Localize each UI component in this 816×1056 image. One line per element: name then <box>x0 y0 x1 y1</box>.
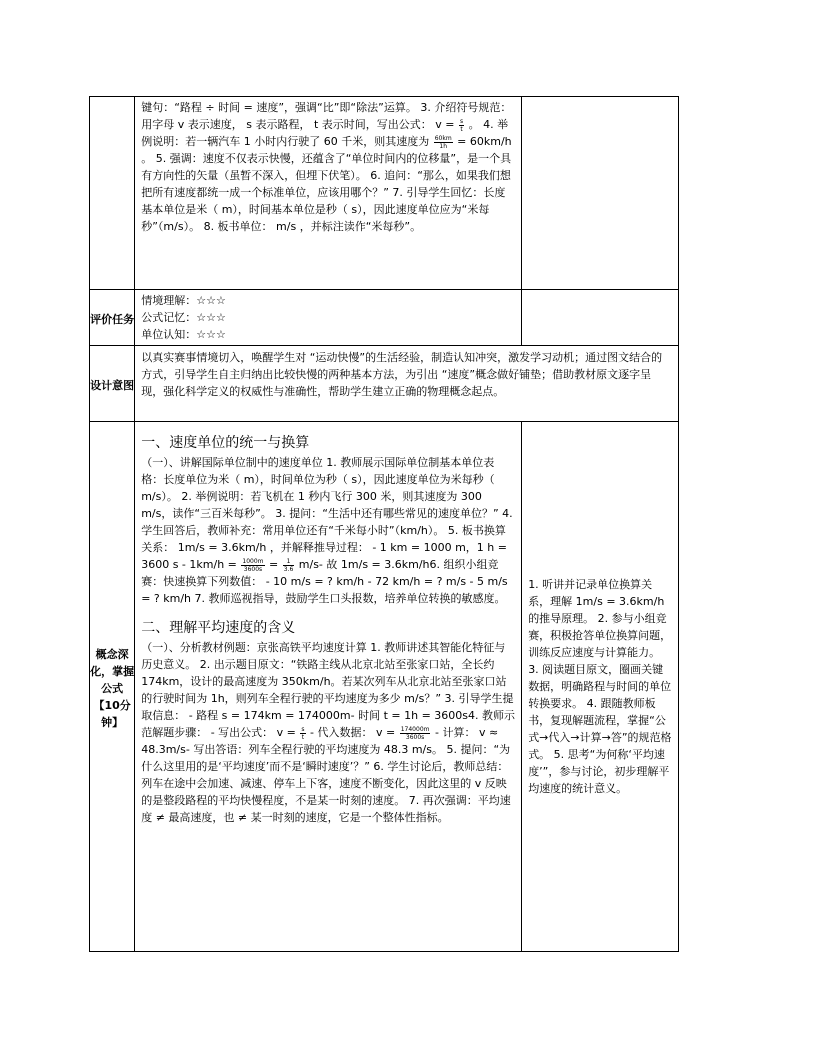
units-paragraph <box>141 454 515 607</box>
fraction-1-over-3-6 <box>283 558 295 573</box>
table-row <box>90 346 679 422</box>
intro-text-1: 键句：“路程 ÷ 时间 = 速度”，强调“比”即“除法”运算。 3. 介绍符号规范：用字母 v 表示速度， s 表示路程， t 表示时间，写出公式： v = <box>141 101 512 131</box>
fraction-denominator: 3.6 <box>283 565 294 573</box>
average-text-1: （一）、分析教材例题：京张高铁平均速度计算 1. 教师讲述其智能化特征与历史意义。 2. 出示题目原文：“铁路主线从北京北站至张家口站，全长约 174km，设计的最高速度为 350km/h。若某次列车从北京北站至张家口站的行驶时间为 1h，则列车全程行驶的平均速度为多少 m/s？” 3. 引导学生提取信息： - 路程 s = 174km = 174000m- 时间 t = 1h = 3600s4. 教师示范解题步骤： - 写出公式： v = <box>141 641 515 739</box>
design-intent-text: 以真实赛事情境切入，唤醒学生对 “运动快慢”的生活经验，制造认知冲突，激发学习动机；通过图文结合的方式，引导学生自主归纳出比较快慢的两种基本方法，为引出 “速度”概念做好铺垫；借助教材原文逐字呈现，强化科学定义的权威性与准确性，帮助学生建立正确的物理概念起点。 <box>135 346 679 422</box>
label-cell-empty <box>90 97 135 290</box>
intro-text-2: 。 4. 举例说明：若一辆汽车 1 小时内行驶了 60 千米，则其速度为 <box>141 118 509 148</box>
fraction-s-over-t <box>300 726 305 741</box>
section-heading-units: 一、速度单位的统一与换算 <box>141 435 310 451</box>
lesson-plan-table <box>89 96 679 952</box>
evaluation-content-cell <box>135 290 522 346</box>
units-text-1: （一）、讲解国际单位制中的速度单位 1. 教师展示国际单位制基本单位表格：长度单位为米（ m），时间单位为秒（ s），因此速度单位为米每秒（ m/s）。 2. 举例说明：若飞机在 1 秒内飞行 300 米，则其速度为 300 m/s，读作“三百米每秒”。 3. 提问：“生活中还有哪些常见的速度单位？” 4. 学生回答后，教师补充：常用单位还有“千米每小时”（km/h）。 5. 板书换算关系： 1m/s = 3.6km/h ，并解释推导过程： - 1 km = 1000 m，1 h = 3600 s - 1km/h = <box>141 456 513 571</box>
fraction-1000m-over-3600s <box>241 558 264 573</box>
fraction-s-over-t <box>459 118 464 133</box>
fraction-numerator: s <box>301 725 305 733</box>
table-row <box>90 422 679 952</box>
average-speed-paragraph <box>141 639 515 826</box>
design-intent-label: 设计意图 <box>90 346 135 422</box>
deepen-label: 概念深化，掌握公式【10分钟】 <box>90 422 135 952</box>
units-text-2: = <box>269 558 279 571</box>
evaluation-label: 评价任务 <box>90 290 135 346</box>
average-text-2: - 代入数据： v = <box>310 726 396 739</box>
fraction-denominator: t <box>301 733 305 741</box>
table-row <box>90 97 679 290</box>
student-activity-cell-empty <box>522 97 679 290</box>
fraction-174000m-over-3600s <box>400 726 431 741</box>
evaluation-right-cell-empty <box>522 290 679 346</box>
fraction-denominator: 1h <box>439 142 447 150</box>
evaluation-item: 公式记忆：☆☆☆ <box>141 311 226 324</box>
fraction-denominator: 3600s <box>405 733 425 741</box>
fraction-denominator: 3600s <box>243 565 263 573</box>
evaluation-item: 情境理解：☆☆☆ <box>141 294 226 307</box>
fraction-denominator: t <box>460 125 463 133</box>
student-activity-text: 1. 听讲并记录单位换算关系，理解 1m/s = 3.6km/h 的推导原理。 2. 参与小组竞赛，积极抢答单位换算问题，训练反应速度与计算能力。 3. 阅读题目原文，圈画关键数据，明确路程与时间的单位转换要求。 4. 跟随教师板书，复现解题流程，掌握“公式→代入→计算→答”的规范格式。 5. 思考“为何称‘平均速度’”，参与讨论，初步理解平均速度的统计意义。 <box>522 422 679 952</box>
intro-text-3: = 60km/h 。 5. 强调：速度不仅表示快慢，还蕴含了“单位时间内的位移量”，是一个具有方向性的矢量（虽暂不深入，但埋下伏笔）。 6. 追问：“那么，如果我们想把所有速度都统一成一个标准单位，应该用哪个？” 7. 引导学生回忆：长度基本单位是米（ m），时间基本单位是秒（ s），因此速度单位应为“米每秒”（m/s）。 8. 板书单位： m/s ，并标注读作“米每秒”。 <box>141 135 512 233</box>
fraction-60km-over-1h <box>434 135 453 150</box>
fraction-numerator: 60km <box>434 134 452 142</box>
average-text-3: - 计算： v ≈ 48.3m/s- 写出答语：列车全程行驶的平均速度为 48.3 m/s。 5. 提问：“为什么这里用的是‘平均速度’而不是‘瞬时速度’？” 6. 学生讨论后，教师总结：列车在途中会加速、减速、停车上下客，速度不断变化，因此这里的 v 反映的是整段路程的平均快慢程度，不是某一时刻的速度。 7. 再次强调：平均速度 ≠ 最高速度，也 ≠ 某一时刻的速度，它是一个整体性指标。 <box>141 726 511 824</box>
fraction-numerator: s <box>459 117 464 125</box>
evaluation-item: 单位认知：☆☆☆ <box>141 328 226 341</box>
section-heading-average-speed: 二、理解平均速度的含义 <box>141 620 296 636</box>
fraction-numerator: 1 <box>283 558 295 566</box>
fraction-numerator: 1000m <box>242 557 264 565</box>
deepen-content-cell <box>135 422 522 952</box>
table-row <box>90 290 679 346</box>
units-text-3: m/s- 故 1m/s = 3.6km/h6. 组织小组竞赛：快速换算下列数值： - 10 m/s = ? km/h - 72 km/h = ? m/s - 5 m/s = ? km/h 7. 教师巡视指导，鼓励学生口头报数，培养单位转换的敏感度。 <box>141 558 508 605</box>
intro-content-cell <box>135 97 522 290</box>
fraction-numerator: 174000m <box>400 725 430 733</box>
